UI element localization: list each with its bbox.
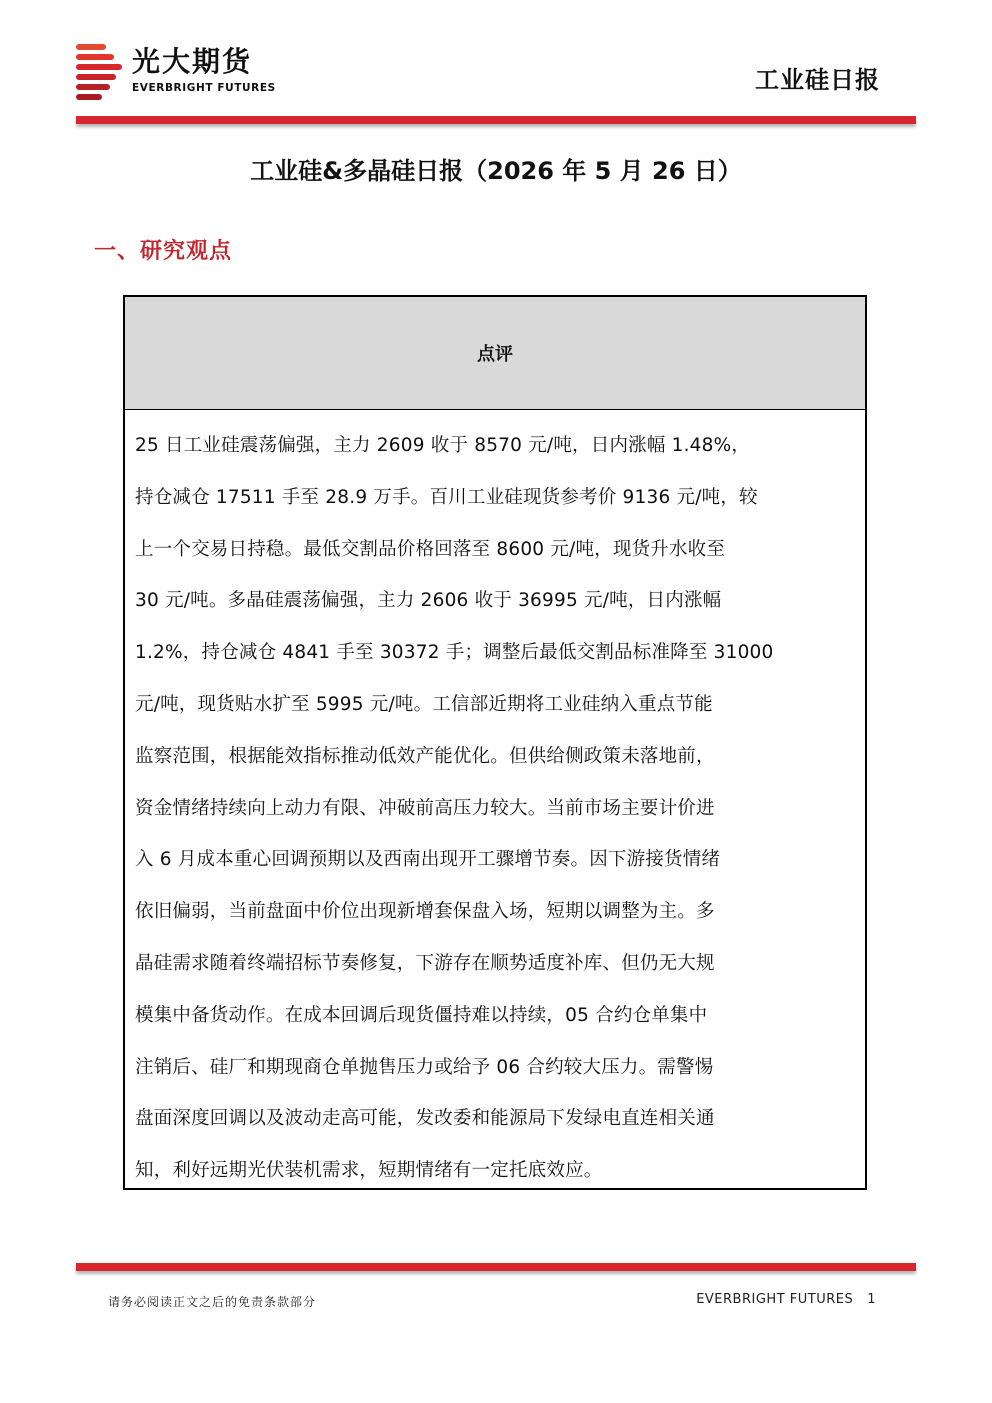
commentary-line: 入 6 月成本重心回调预期以及西南出现开工骤增节奏。因下游接货情绪 — [135, 849, 721, 871]
commentary-line: 晶硅需求随着终端招标节奏修复，下游存在顺势适度补库、但仍无大规 — [135, 952, 715, 974]
commentary-line: 25 日工业硅震荡偏强，主力 2609 收于 8570 元/吨，日内涨幅 1.48%， — [135, 435, 751, 456]
commentary-line: 资金情绪持续向上动力有限、冲破前高压力较大。当前市场主要计价进 — [135, 797, 715, 819]
commentary-line: 注销后、硅厂和期现商仓单抛售压力或给予 06 合约较大压力。需警惕 — [135, 1056, 714, 1078]
commentary-line: 持仓减仓 17511 手至 28.9 万手。百川工业硅现货参考价 9136 元/吨，较 — [135, 486, 758, 508]
page-number: 1 — [867, 1292, 876, 1307]
report-name: 工业硅日报 — [755, 66, 880, 94]
commentary-line: 监察范围，根据能效指标推动低效产能优化。但供给侧政策未落地前， — [135, 745, 715, 767]
everbright-logo-icon — [76, 44, 124, 100]
document-title: 工业硅&多晶硅日报（2026 年 5 月 26 日） — [250, 157, 742, 185]
commentary-line: 模集中备货动作。在成本回调后现货僵持难以持续，05 合约仓单集中 — [135, 1004, 708, 1026]
commentary-line: 依旧偏弱，当前盘面中价位出现新增套保盘入场，短期以调整为主。多 — [135, 901, 715, 923]
section-heading: 一、研究观点 — [94, 239, 233, 264]
logo-english-name: EVERBRIGHT FUTURES — [132, 82, 276, 94]
commentary-line: 元/吨，现货贴水扩至 5995 元/吨。工信部近期将工业硅纳入重点节能 — [135, 693, 713, 715]
commentary-line: 盘面深度回调以及波动走高可能，发改委和能源局下发绿电直连相关通 — [135, 1108, 715, 1130]
commentary-body — [125, 410, 865, 1197]
commentary-line: 1.2%，持仓减仓 4841 手至 30372 手；调整后最低交割品标准降至 31000 — [135, 642, 774, 664]
header-divider — [76, 116, 916, 124]
disclaimer-text: 请务必阅读正文之后的免责条款部分 — [108, 1295, 317, 1309]
table-header: 点评 — [125, 297, 865, 410]
commentary-table — [123, 295, 867, 1190]
company-logo — [76, 44, 306, 104]
footer-divider — [76, 1263, 916, 1271]
footer-brand-page — [696, 1292, 876, 1307]
logo-chinese-name: 光大期货 — [132, 45, 253, 78]
footer-brand: EVERBRIGHT FUTURES — [696, 1292, 854, 1307]
commentary-line: 30 元/吨。多晶硅震荡偏强，主力 2606 收于 36995 元/吨，日内涨幅 — [135, 590, 722, 612]
commentary-line: 上一个交易日持稳。最低交割品价格回落至 8600 元/吨，现货升水收至 — [135, 538, 726, 560]
commentary-line: 知，利好远期光伏装机需求，短期情绪有一定托底效应。 — [135, 1160, 603, 1182]
